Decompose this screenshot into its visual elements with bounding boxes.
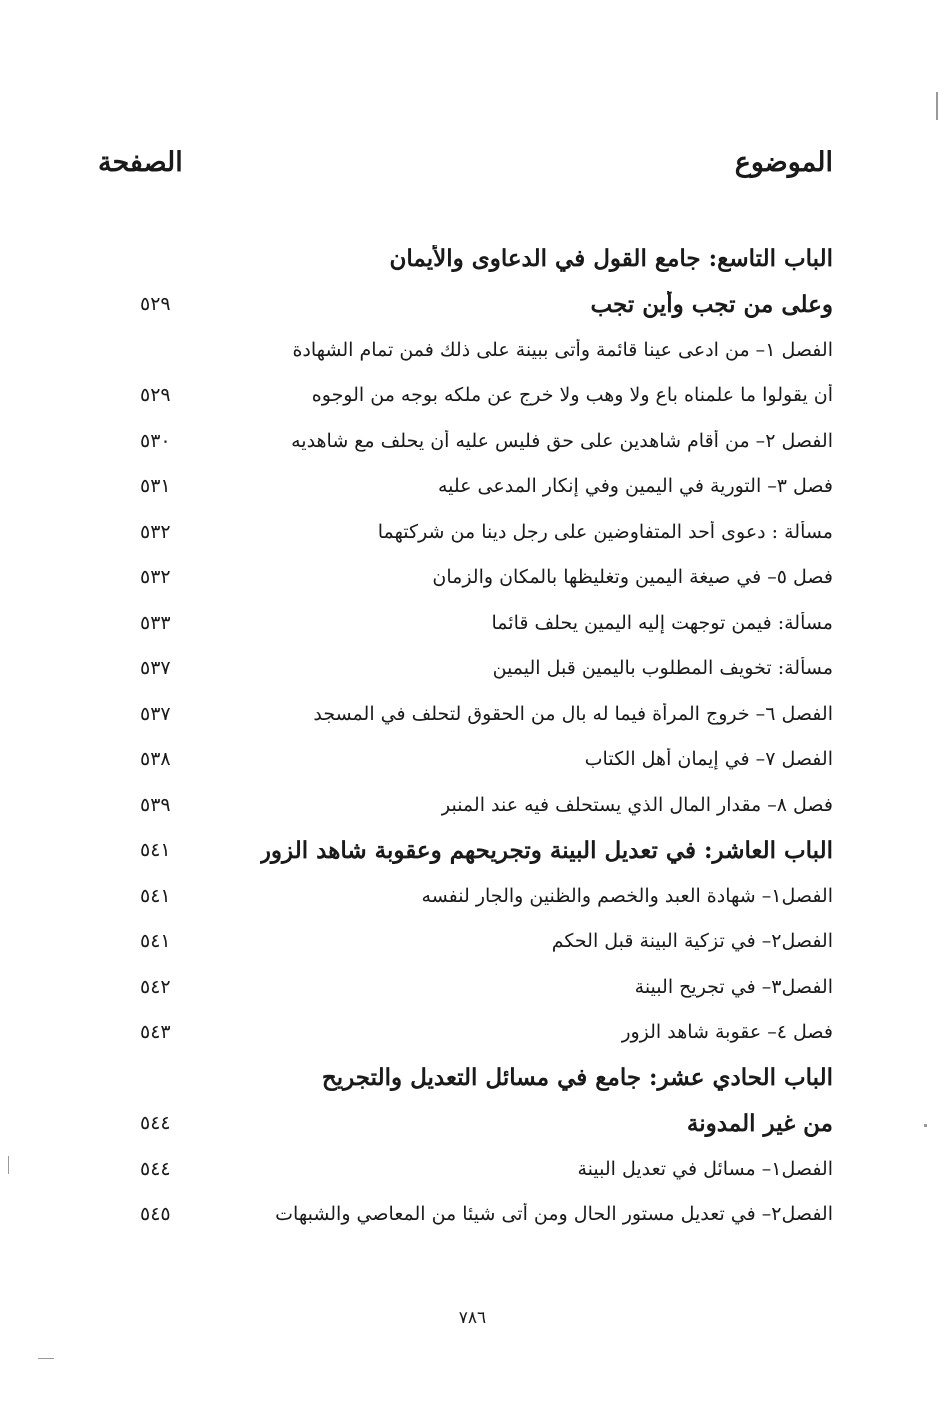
page-number: ٧٨٦ — [458, 1308, 487, 1328]
toc-entry-page: ٥٣١ — [140, 475, 171, 498]
scan-speck — [936, 92, 938, 120]
toc-entry-title: من غير المدونة — [686, 1109, 833, 1137]
toc-entry-title: الباب العاشر: في تعديل البينة وتجريحهم وعقوبة شاهد الزور — [259, 836, 833, 864]
toc-entry-title: الفصل٢– في تعديل مستور الحال ومن أتى شيئا من المعاصي والشبهات — [275, 1203, 833, 1226]
toc-entry-title: فصل ٤– عقوبة شاهد الزور — [621, 1021, 833, 1044]
toc-heading-row — [140, 236, 833, 282]
toc-entry-page: ٥٤٤ — [140, 1157, 171, 1180]
toc-entry-page: ٥٣٧ — [140, 702, 171, 725]
toc-entry-title: فصل ٥– في صيغة اليمين وتغليظها بالمكان والزمان — [432, 566, 833, 589]
toc-entry-row — [140, 646, 833, 692]
toc-entry-title: الفصل٣– في تجريح البينة — [634, 975, 833, 998]
toc-entry-page: ٥٤٣ — [140, 1021, 171, 1044]
toc-entry-page: ٥٤٥ — [140, 1203, 171, 1226]
toc-entry-row — [140, 418, 833, 464]
toc-entry-page: ٥٣٨ — [140, 748, 171, 771]
toc-entry-row — [140, 964, 833, 1010]
toc-heading-row — [140, 282, 833, 328]
toc-heading-row — [140, 1101, 833, 1147]
toc-entry-row — [140, 327, 833, 373]
toc-entry-title: الفصل١– مسائل في تعديل البينة — [577, 1157, 833, 1180]
toc-entry-row — [140, 600, 833, 646]
toc-entry-row — [140, 555, 833, 601]
toc-entry-row — [140, 1146, 833, 1192]
table-of-contents — [140, 236, 833, 1237]
scan-speck — [38, 1358, 54, 1359]
page-column-label: الصفحة — [98, 146, 183, 178]
toc-entry-row — [140, 737, 833, 783]
toc-entry-page: ٥٤١ — [140, 884, 171, 907]
toc-entry-page: ٥٤١ — [140, 930, 171, 953]
toc-entry-page: ٥٣٩ — [140, 793, 171, 816]
toc-entry-title: الفصل٢– في تزكية البينة قبل الحكم — [551, 930, 833, 953]
scan-speck — [924, 1124, 927, 1127]
toc-entry-row — [140, 691, 833, 737]
toc-entry-title: أن يقولوا ما علمناه باع ولا وهب ولا خرج عن ملكه بوجه من الوجوه — [311, 384, 833, 407]
toc-entry-row — [140, 782, 833, 828]
toc-entry-row — [140, 1192, 833, 1238]
toc-entry-title: فصل ٨– مقدار المال الذي يستحلف فيه عند المنبر — [440, 793, 833, 816]
toc-entry-page: ٥٣٢ — [140, 566, 171, 589]
toc-heading-row — [140, 1055, 833, 1101]
toc-entry-row — [140, 464, 833, 510]
toc-entry-page: ٥٣٢ — [140, 520, 171, 543]
toc-heading-row — [140, 828, 833, 874]
toc-entry-title: فصل ٣– التورية في اليمين وفي إنكار المدعى عليه — [437, 475, 833, 498]
toc-entry-title: الفصل١– شهادة العبد والخصم والظنين والجار لنفسه — [421, 884, 833, 907]
toc-entry-row — [140, 509, 833, 555]
toc-entry-page: ٥٣٠ — [140, 429, 171, 452]
toc-entry-title: مسألة : دعوى أحد المتفاوضين على رجل دينا من شركتهما — [377, 520, 833, 543]
toc-entry-page: ٥٢٩ — [140, 293, 171, 316]
toc-entry-title: الفصل ٦– خروج المرأة فيما له بال من الحقوق لتحلف في المسجد — [313, 702, 833, 725]
toc-entry-title: الفصل ١– من ادعى عينا قائمة وأتى ببينة على ذلك فمن تمام الشهادة — [292, 338, 833, 361]
toc-entry-title: مسألة: فيمن توجهت إليه اليمين يحلف قائما — [491, 611, 833, 634]
toc-entry-title: الفصل ٧– في إيمان أهل الكتاب — [584, 748, 833, 771]
toc-entry-title: وعلى من تجب وأين تجب — [590, 290, 833, 318]
toc-entry-page: ٥٤١ — [140, 839, 171, 862]
topic-column-label: الموضوع — [734, 146, 833, 178]
toc-entry-row — [140, 873, 833, 919]
toc-entry-page: ٥٤٢ — [140, 975, 171, 998]
toc-entry-row — [140, 919, 833, 965]
toc-entry-title: مسألة: تخويف المطلوب باليمين قبل اليمين — [492, 657, 833, 680]
toc-entry-title: الباب التاسع: جامع القول في الدعاوى والأيمان — [389, 245, 833, 273]
toc-entry-page: ٥٣٣ — [140, 611, 171, 634]
toc-entry-title: الفصل ٢– من أقام شاهدين على حق فليس عليه أن يحلف مع شاهديه — [291, 429, 833, 452]
toc-entry-row — [140, 373, 833, 419]
toc-entry-page: ٥٣٧ — [140, 657, 171, 680]
scan-speck — [8, 1156, 9, 1174]
toc-entry-page: ٥٤٤ — [140, 1112, 171, 1135]
toc-entry-page: ٥٢٩ — [140, 384, 171, 407]
toc-entry-title: الباب الحادي عشر: جامع في مسائل التعديل والتجريح — [321, 1064, 833, 1092]
toc-header — [98, 140, 833, 184]
toc-entry-row — [140, 1010, 833, 1056]
